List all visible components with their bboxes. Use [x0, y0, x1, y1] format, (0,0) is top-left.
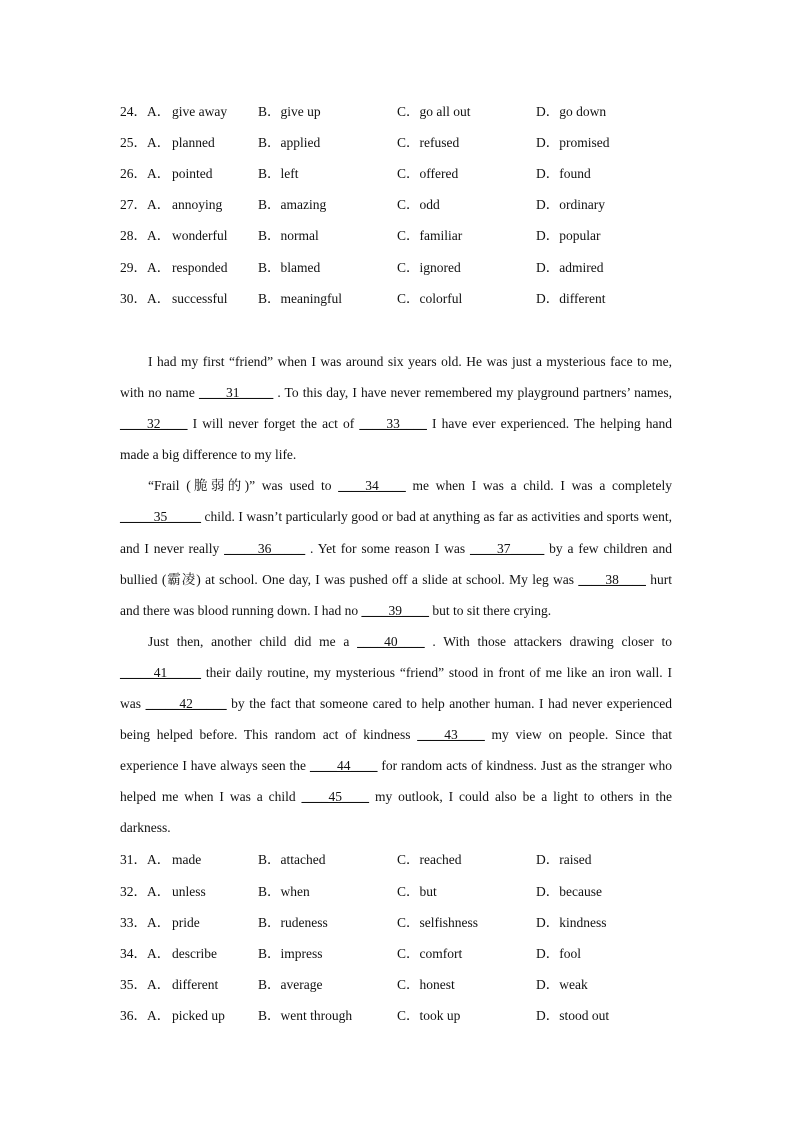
option-b: B．normal [258, 228, 319, 243]
passage-text: “Frail (脆弱的)” was used to [148, 478, 339, 494]
option-a: unless [172, 884, 206, 899]
option-d: D．admired [536, 260, 604, 275]
option-b: B．rudeness [258, 915, 328, 930]
blank-45: ____45____ [301, 789, 370, 805]
question-number: 34．A． [120, 946, 171, 961]
question-number: 32．A． [120, 884, 171, 899]
option-a: give away [172, 104, 228, 119]
passage-text: by the fact that someone cared to help another human. I had never experienced being helped before. This random act of kindness [120, 696, 672, 743]
blank-42: _____42_____ [145, 696, 227, 712]
option-d: D．because [536, 884, 602, 899]
blank-40: ____40____ [357, 633, 425, 649]
option-c: C．colorful [397, 291, 463, 306]
option-d: D．promised [536, 135, 610, 150]
question-number: 28．A． [120, 228, 171, 243]
option-c: C．refused [397, 135, 460, 150]
option-d: D．go down [536, 104, 607, 119]
option-b: B．meaningful [258, 291, 342, 306]
option-c: C．took up [397, 1008, 461, 1023]
blank-31: ____31_____ [199, 385, 274, 401]
passage-paragraph-3 [120, 626, 672, 844]
option-a: made [172, 852, 202, 867]
option-b: B．impress [258, 946, 323, 961]
question-number: 26．A． [120, 166, 171, 181]
question-number: 33．A． [120, 915, 171, 930]
option-b: B．left [258, 166, 299, 181]
passage-text: I have ever experienced. The helping hand made a big difference to my life. [120, 416, 672, 463]
passage-text: hurt and there was blood running down. I had no [120, 571, 672, 618]
passage-text: their daily routine, my mysterious “friend” stood in front of me like an iron wall. I was [120, 664, 672, 712]
passage-text: child. I wasn’t particularly good or bad at anything as far as activities and sports went, and I never really [120, 509, 672, 556]
option-c: C．odd [397, 197, 440, 212]
option-b: B．attached [258, 852, 326, 867]
blank-32: ____32____ [120, 416, 188, 432]
option-a: pointed [172, 166, 213, 181]
question-number: 25．A． [120, 135, 171, 150]
option-d: D．stood out [536, 1008, 610, 1023]
question-number: 30．A． [120, 291, 171, 306]
blank-43: ____43____ [417, 727, 485, 743]
option-d: D．found [536, 166, 591, 181]
option-c: C．reached [397, 852, 462, 867]
passage-text: my view on people. Since that experience I have always seen the [120, 727, 672, 774]
option-b: B．amazing [258, 197, 327, 212]
passage-text: I had my first “friend” when I was around six years old. He was just a mysterious face to me, with no name [120, 354, 672, 401]
option-b: B．give up [258, 104, 321, 119]
blank-41: _____41_____ [120, 664, 201, 680]
option-c: C．but [397, 884, 437, 899]
option-c: C．ignored [397, 260, 461, 275]
option-b: B．average [258, 977, 323, 992]
passage-text: Just then, another child did me a [148, 633, 358, 649]
blank-36: _____36_____ [224, 540, 306, 556]
blank-38: ____38____ [578, 571, 646, 587]
passage-text: I will never forget the act of [187, 416, 360, 432]
option-b: B．when [258, 884, 310, 899]
option-a: pride [172, 915, 200, 930]
blank-44: ____44____ [309, 758, 378, 774]
question-number: 35．A． [120, 977, 171, 992]
passage-paragraph-1 [120, 346, 672, 470]
question-number: 24．A． [120, 104, 171, 119]
option-b: B．applied [258, 135, 321, 150]
option-c: C．familiar [397, 228, 463, 243]
passage-text: . To this day, I have never remembered my playground partners’ names, [273, 385, 672, 401]
option-d: D．fool [536, 946, 581, 961]
option-a: successful [172, 291, 228, 306]
option-b: B．went through [258, 1008, 353, 1023]
blank-35: _____35_____ [120, 509, 201, 525]
option-a: different [172, 977, 219, 992]
option-d: D．ordinary [536, 197, 605, 212]
passage-text: . Yet for some reason I was [305, 540, 470, 556]
passage-text: by a few children and bullied (霸凌) at school. One day, I was pushed off a slide at school. My leg was [120, 540, 672, 587]
option-a: picked up [172, 1008, 225, 1023]
passage-text: my outlook, I could also be a light to others in the darkness. [120, 789, 672, 836]
option-c: C．go all out [397, 104, 471, 119]
option-d: D．different [536, 291, 606, 306]
question-number: 36．A． [120, 1008, 171, 1023]
cloze-passage [120, 346, 672, 844]
option-c: C．offered [397, 166, 459, 181]
passage-text: . With those attackers drawing closer to [424, 633, 672, 649]
option-c: C．selfishness [397, 915, 478, 930]
question-number: 29．A． [120, 260, 171, 275]
question-number: 27．A． [120, 197, 171, 212]
question-number: 31．A． [120, 852, 171, 867]
blank-37: ____37_____ [470, 540, 545, 556]
blank-33: ____33____ [359, 416, 427, 432]
passage-text: me when I was a child. I was a completely [405, 478, 673, 494]
option-a: wonderful [172, 228, 228, 243]
option-d: D．popular [536, 228, 601, 243]
option-d: D．raised [536, 852, 592, 867]
passage-paragraph-2 [120, 470, 672, 625]
option-a: describe [172, 946, 217, 961]
blank-39: ____39____ [361, 602, 429, 618]
option-b: B．blamed [258, 260, 321, 275]
option-c: C．comfort [397, 946, 463, 961]
passage-text: for random acts of kindness. Just as the stranger who helped me when I was a child [120, 758, 672, 805]
option-a: responded [172, 260, 228, 275]
option-c: C．honest [397, 977, 455, 992]
option-d: D．weak [536, 977, 588, 992]
passage-text: but to sit there crying. [428, 602, 552, 618]
option-a: annoying [172, 197, 223, 212]
option-a: planned [172, 135, 215, 150]
option-d: D．kindness [536, 915, 607, 930]
blank-34: ____34____ [338, 478, 406, 494]
